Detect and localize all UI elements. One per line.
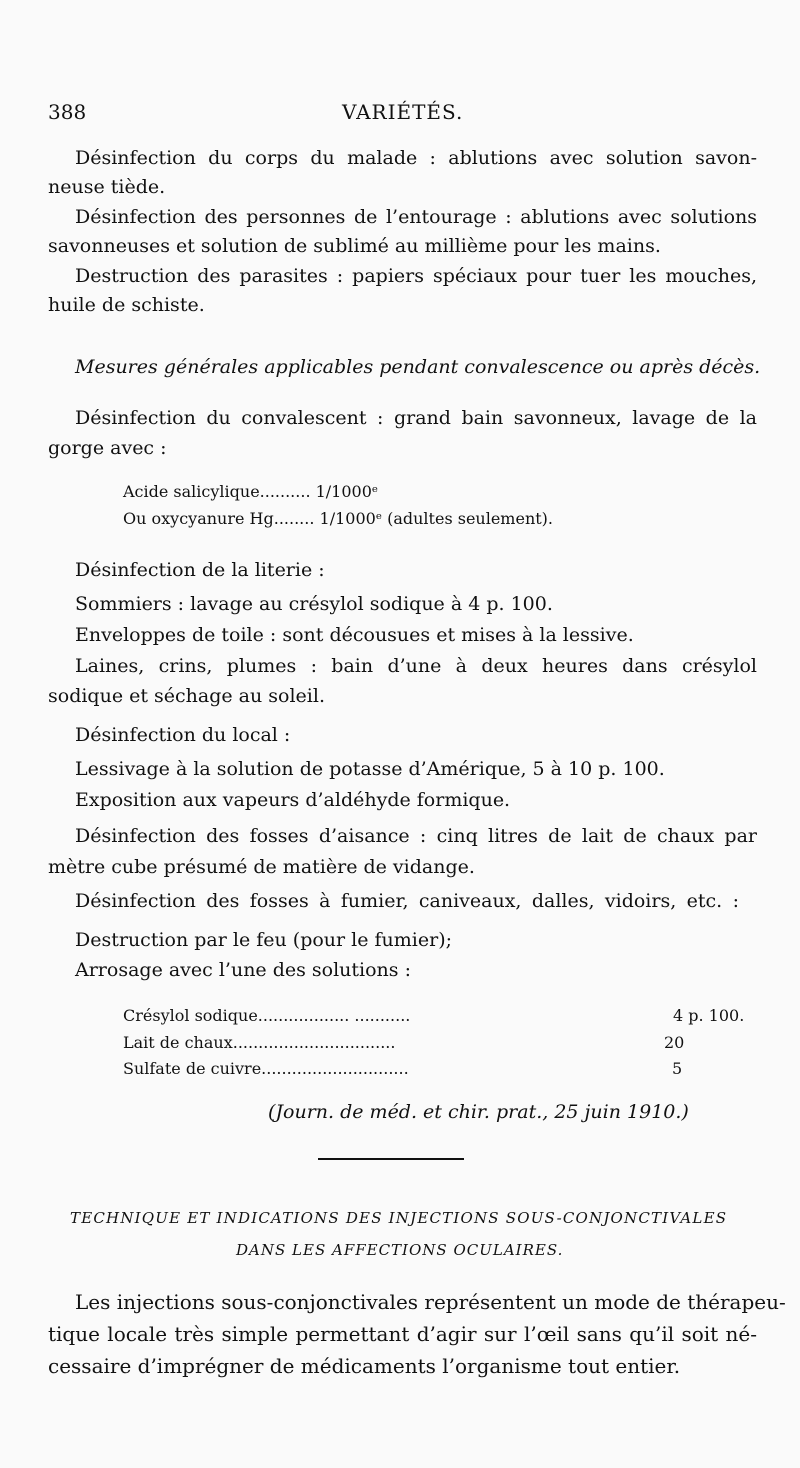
text-line: Enveloppes de toile : sont décousues et mises à la lessive. bbox=[75, 624, 634, 646]
page-number: 388 bbox=[48, 100, 87, 124]
text-line: Désinfection des personnes de l’entourage : ablutions avec solutions bbox=[75, 206, 757, 228]
citation: (Journ. de méd. et chir. prat., 25 juin 1910.) bbox=[268, 1101, 689, 1123]
table-row: Crésylol sodique.................. ........... bbox=[123, 1006, 411, 1025]
running-title: VARIÉTÉS. bbox=[342, 100, 464, 124]
text-line: Désinfection du corps du malade : ablutions avec solution savon- bbox=[75, 147, 757, 169]
text-line: Désinfection des fosses d’aisance : cinq litres de lait de chaux par bbox=[75, 825, 757, 847]
table-row: Ou oxycyanure Hg........ 1/1000ᵉ (adultes seulement). bbox=[123, 509, 554, 528]
divider bbox=[318, 1158, 464, 1160]
table-value: 5 bbox=[672, 1059, 683, 1078]
text-line: sodique et séchage au soleil. bbox=[48, 685, 325, 707]
text-line: Sommiers : lavage au crésylol sodique à 4 p. 100. bbox=[75, 593, 553, 615]
text-line: huile de schiste. bbox=[48, 294, 205, 316]
text-line: cessaire d’imprégner de médicaments l’organisme tout entier. bbox=[48, 1354, 681, 1378]
article-title: DANS LES AFFECTIONS OCULAIRES. bbox=[236, 1241, 564, 1259]
table-value: 4 p. 100. bbox=[673, 1006, 745, 1025]
table-value: 20 bbox=[664, 1033, 685, 1052]
article-title: TECHNIQUE ET INDICATIONS DES INJECTIONS SOUS-CONJONCTIVALES bbox=[70, 1209, 728, 1227]
section-subtitle: Mesures générales applicables pendant convalescence ou après décès. bbox=[75, 356, 761, 378]
text-line: Lessivage à la solution de potasse d’Amérique, 5 à 10 p. 100. bbox=[75, 758, 665, 780]
table-row: Sulfate de cuivre............................. bbox=[123, 1059, 409, 1078]
text-line: mètre cube présumé de matière de vidange. bbox=[48, 856, 475, 878]
text-line: Laines, crins, plumes : bain d’une à deux heures dans crésylol bbox=[75, 655, 757, 677]
text-line: gorge avec : bbox=[48, 437, 167, 459]
text-line: Les injections sous-conjonctivales représentent un mode de thérapeu- bbox=[75, 1290, 786, 1314]
text-line: savonneuses et solution de sublimé au millième pour les mains. bbox=[48, 235, 661, 257]
text-line: neuse tiède. bbox=[48, 176, 166, 198]
text-line: Désinfection de la literie : bbox=[75, 559, 325, 581]
text-line: Arrosage avec l’une des solutions : bbox=[75, 959, 411, 981]
text-line: Désinfection du local : bbox=[75, 724, 291, 746]
text-line: Destruction des parasites : papiers spéciaux pour tuer les mouches, bbox=[75, 265, 757, 287]
table-row: Acide salicylique.......... 1/1000ᵉ bbox=[123, 482, 379, 501]
table-row: Lait de chaux................................ bbox=[123, 1033, 396, 1052]
text-line: tique locale très simple permettant d’agir sur l’œil sans qu’il soit né- bbox=[48, 1322, 757, 1346]
text-line: Exposition aux vapeurs d’aldéhyde formique. bbox=[75, 789, 511, 811]
text-line: Désinfection du convalescent : grand bain savonneux, lavage de la bbox=[75, 407, 757, 429]
text-line: Désinfection des fosses à fumier, caniveaux, dalles, vidoirs, etc. : bbox=[75, 890, 739, 912]
text-line: Destruction par le feu (pour le fumier); bbox=[75, 929, 453, 951]
